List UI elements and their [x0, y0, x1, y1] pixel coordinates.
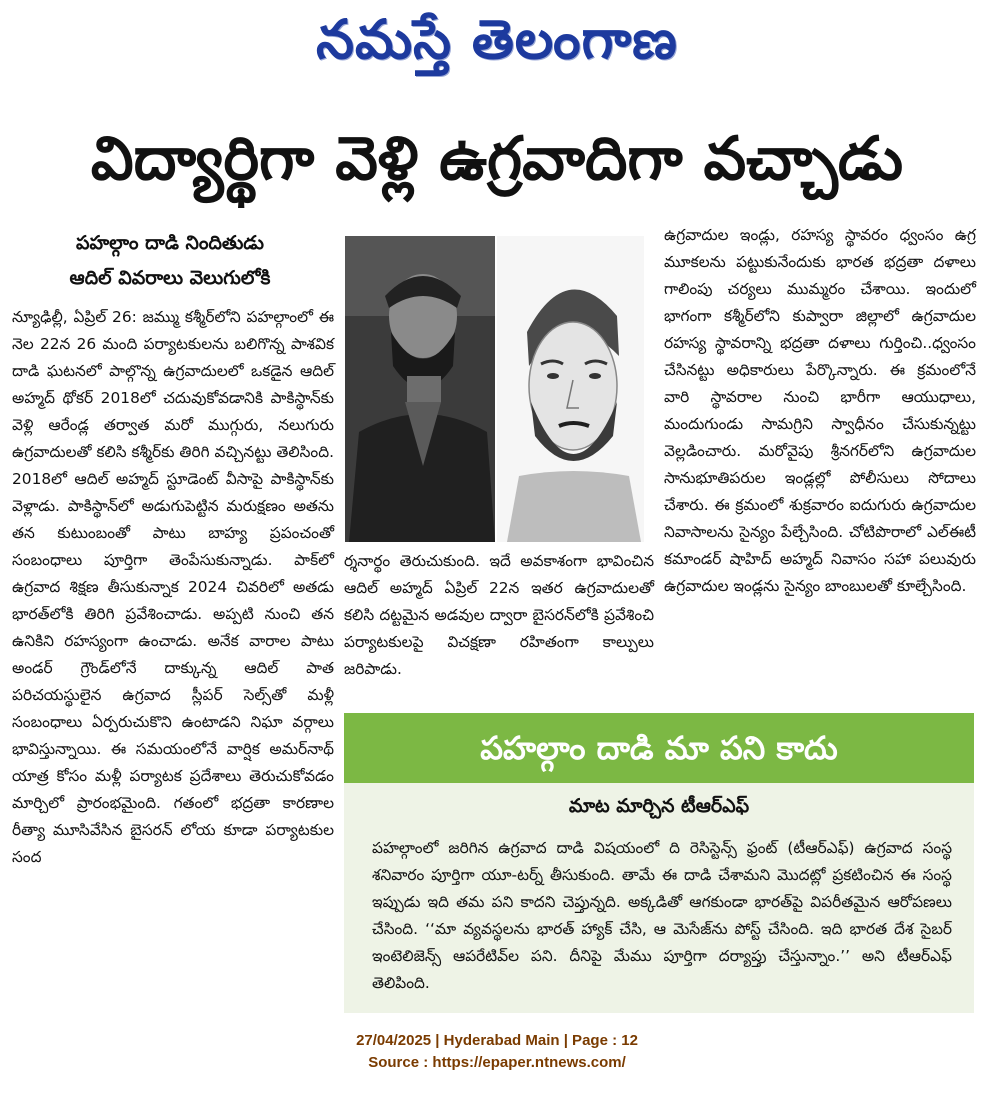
article-paragraph: న్యూఢిల్లీ, ఏప్రిల్ 26: జమ్ము కశ్మీర్‌లోని పహల్గాంలో ఈ నెల 22న 26 మంది పర్యాటకులను బలిగొన్న పాశవిక దాడి ఘటనలో పాల్గొన్న ఉగ్రవాదులలో ఒకడైన ఆదిల్ అహ్మద్ థోకర్ 2018లో చదువుకోవడానికి పాకిస్థాన్‌కు వెళ్లి ఆరేండ్ల తర్వాత మరో ముగ్గురు, నలుగురు ఉగ్రవాదులతో కలిసి కశ్మీర్‌కు తిరిగి వచ్చినట్టు తెలిసింది. 2018లో ఆదిల్ అహ్మద్ స్టూడెంట్ వీసాపై పాకిస్థాన్‌కు వెళ్లాడు. పాకిస్థాన్‌లో అడుగుపెట్టిన మరుక్షణం అతను తన కుటుంబంతో పాటు బాహ్య ప్రపంచంతో సంబంధాలు పూర్తిగా తెంపేసుకున్నాడు. పాక్‌లో ఉగ్రవాద శిక్షణ తీసుకున్నాక 2024 చివరిలో అతడు భారత్‌లోకి తిరిగి ప్రవేశించాడు. అప్పటి నుంచి తన ఉనికిని రహస్యంగా ఉంచాడు. అనేక వారాల పాటు అండర్ గ్రౌండ్‌లోనే దాక్కున్న ఆదిల్ పాత పరిచయస్థులైన ఉగ్రవాద స్లీపర్ సెల్స్‌తో మళ్లీ సంబంధాలు ఏర్పరుచుకొని ఉంటాడని నిఘా వర్గాలు భావిస్తున్నాయి. ఈ సమయంలోనే వార్షిక అమర్‌నాథ్ యాత్ర కోసం మళ్లీ పర్యాటక ప్రదేశాలు తెరుచుకోవడం మార్చిలో ప్రారంభమైంది. గతంలో భద్రతా కారణాల రీత్యా మూసివేసిన బైసరన్ లోయ కూడా పర్యాటకుల సంద — [12, 308, 334, 866]
sidebar-box-subtitle: మాట మార్చిన టీఆర్‌ఎఫ్ — [568, 795, 750, 817]
article-headline: విద్యార్థిగా వెళ్లి ఉగ్రవాదిగా వచ్చాడు — [90, 124, 904, 194]
footer-source-link[interactable]: Source : https://epaper.ntnews.com/ — [368, 1054, 626, 1071]
newspaper-masthead: నమస్తే తెలంగాణ — [316, 8, 678, 71]
suspect-sketch-image — [497, 236, 644, 542]
suspect-sketch — [497, 236, 644, 542]
suspect-photo — [345, 236, 495, 542]
sidebar-box-title: పహల్గాం దాడి మా పని కాదు — [344, 713, 974, 783]
subheading-line-1: పహల్గాం దాడి నిందితుడు — [76, 232, 264, 254]
article-paragraph: ఉగ్రవాదుల ఇండ్లు, రహస్య స్థావరం ధ్వంసం ఉగ్ర మూకలను పట్టుకునేందుకు భారత భద్రతా దళాలు గాలింపు చర్యలు ముమ్మరం చేశాయి. ఇందులో భాగంగా కశ్మీర్‌లోని కుప్వారా జిల్లాలో ఉగ్రవాదుల రహస్య స్థావరాన్ని భద్రతా దళాలు గుర్తించి..ధ్వంసం చేసినట్టు అధికారులు పేర్కొన్నారు. ఈ క్రమంలోనే వారి స్థావరాల నుంచి భారీగా ఆయుధాలు, మందుగుండు సామగ్రిని స్వాధీనం చేసుకున్నట్టు వెల్లడించారు. మరోవైపు శ్రీనగర్‌లోని ఉగ్రవాదుల సానుభూతిపరుల ఇండ్లల్లో పోలీసులు సోదాలు చేశారు. ఈ క్రమంలో శుక్రవారం ఐదుగురు ఉగ్రవాదుల నివాసాలను సైన్యం పేల్చేసింది. చోటిపొరాలో ఎల్‌ఈటీ కమాండర్ షాహిద్ అహ్మద్ నివాసం సహా పలువురు ఉగ్రవాదుల ఇండ్లను సైన్యం బాంబులతో కూల్చేసింది. — [664, 226, 976, 595]
footer-edition-info: 27/04/2025 | Hyderabad Main | Page : 12 — [356, 1032, 638, 1049]
article-column-middle — [344, 548, 654, 683]
sidebar-box-text: పహల్గాంలో జరిగిన ఉగ్రవాద దాడి విషయంలో ది రెసిస్టెన్స్ ఫ్రంట్ (టీఆర్‌ఎఫ్) ఉగ్రవాద సంస్థ శనివారం పూర్తిగా యూ-టర్న్ తీసుకుంది. తామే ఈ దాడి చేశామని మొదట్లో ప్రకటించిన ఈ సంస్థ ఇప్పుడు ఇది తమ పని కాదని చెప్తున్నది. అక్కడితో ఆగకుండా భారత్‌పై విపరీతమైన ఆరోపణలు చేసింది. ‘‘మా వ్యవస్థలను భారత్ హ్యాక్ చేసి, ఆ మెసేజ్‌ను పోస్ట్ చేసింది. ఇది భారత దేశ సైబర్ ఇంటెలిజెన్స్ ఆపరేటివ్‌ల పని. దీనిపై మేము పూర్తిగా దర్యాప్తు చేస్తున్నాం.’’ అని టీఆర్‌ఎఫ్ తెలిపింది. — [372, 839, 952, 992]
subheading-line-2: ఆదిల్ వివరాలు వెలుగులోకి — [69, 267, 271, 289]
article-column-right — [664, 222, 976, 600]
article-paragraph: ర్శనార్థం తెరుచుకుంది. ఇదే అవకాశంగా భావించిన ఆదిల్ అహ్మద్ ఏప్రిల్ 22న ఇతర ఉగ్రవాదులతో కలిసి దట్టమైన అడవుల ద్వారా బైసరన్‌లోకి ప్రవేశించి పర్యాటకులపై విచక్షణా రహితంగా కాల్పులు జరిపాడు. — [344, 552, 654, 678]
article-column-left — [12, 304, 334, 871]
page-footer — [0, 1030, 994, 1074]
article-subheading — [10, 226, 330, 296]
suspect-photo-image — [345, 236, 495, 542]
sidebar-news-box — [344, 713, 974, 1013]
